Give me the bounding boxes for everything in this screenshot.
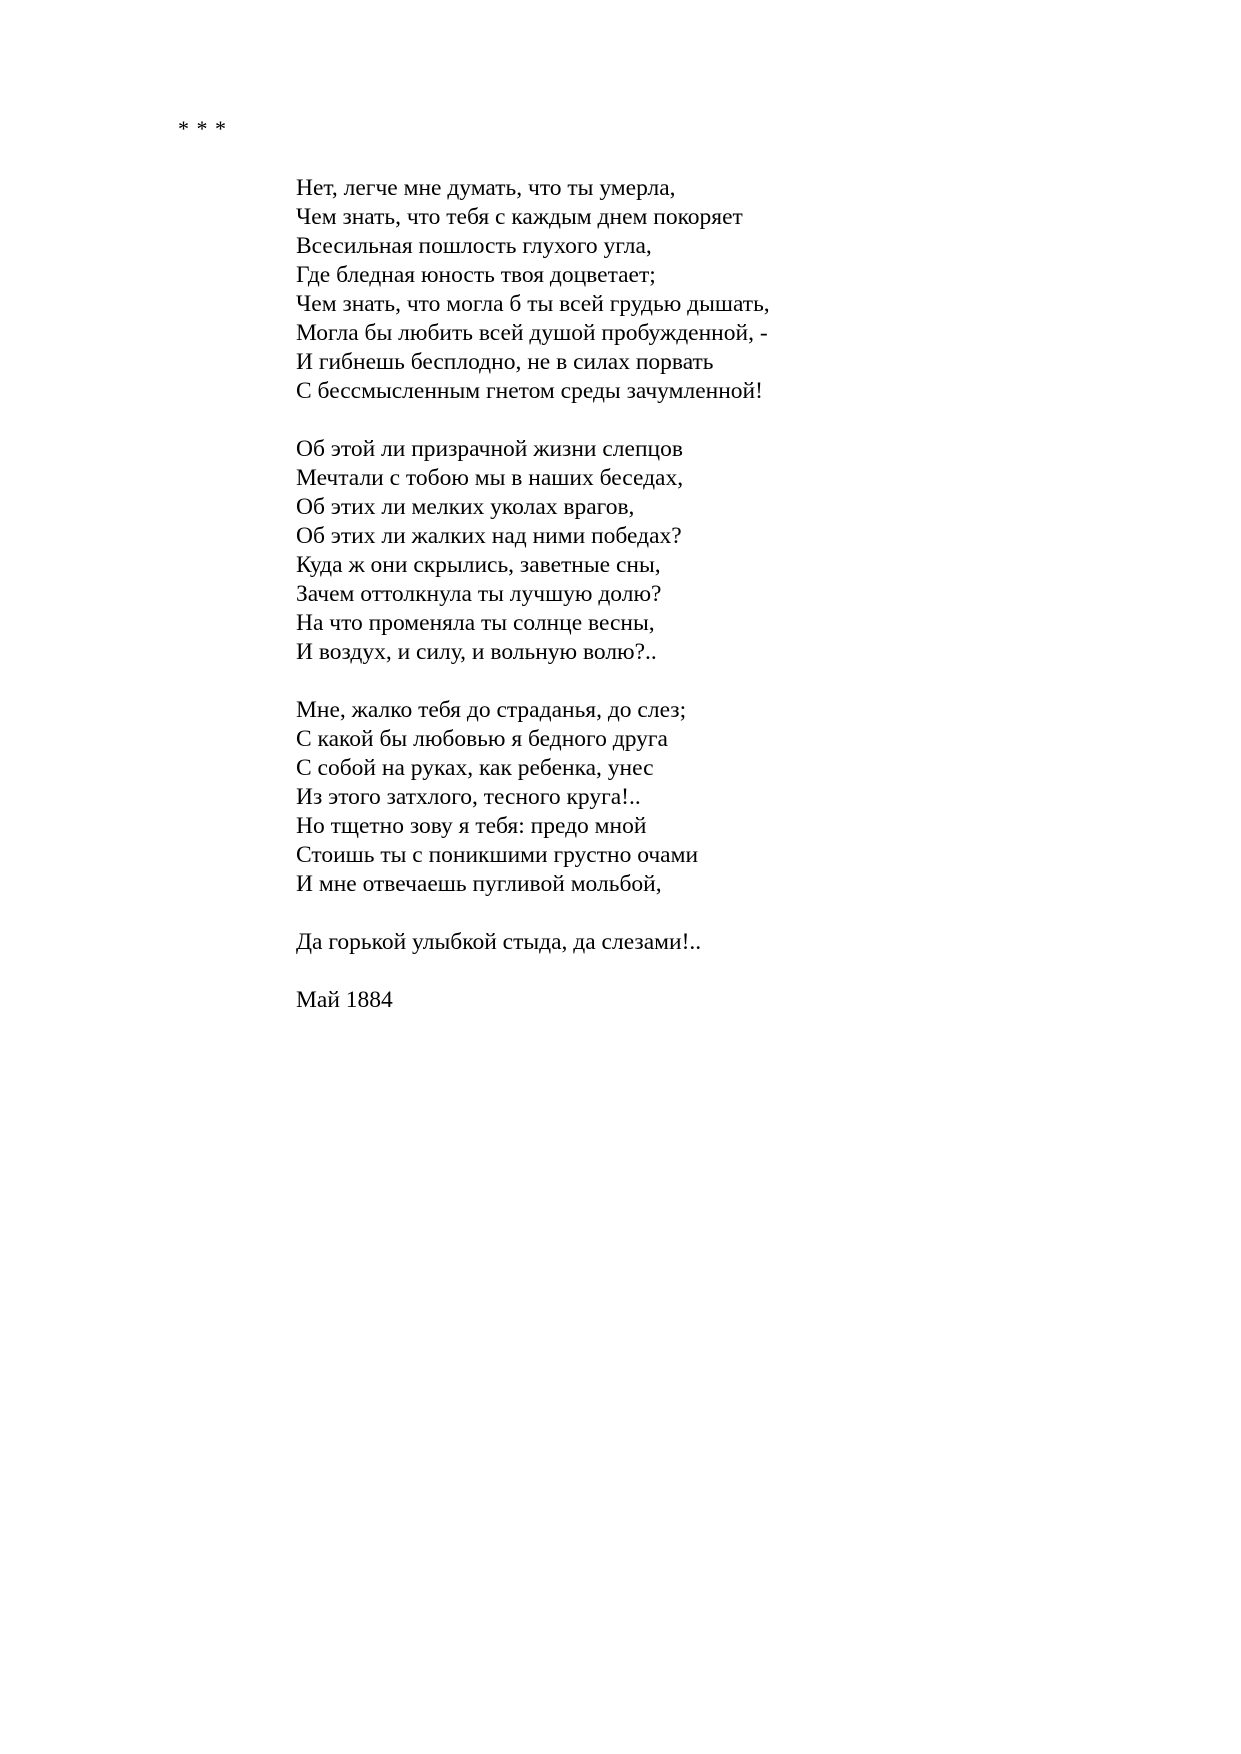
poem-line: Нет, легче мне думать, что ты умерла,: [296, 175, 676, 201]
poem-line: Зачем оттолкнула ты лучшую долю?: [296, 581, 662, 607]
poem-line: С бессмысленным гнетом среды зачумленной!: [296, 378, 763, 404]
poem-line: На что променяла ты солнце весны,: [296, 610, 655, 636]
stanza-3: [296, 696, 1096, 899]
poem-line: С какой бы любовью я бедного друга: [296, 726, 668, 752]
poem-body: [296, 174, 1096, 1015]
poem-line: Об этих ли мелких уколах врагов,: [296, 494, 635, 520]
poem-line: Мне, жалко тебя до страданья, до слез;: [296, 697, 687, 723]
poem-line: Могла бы любить всей душой пробужденной, -: [296, 320, 768, 346]
poem-line: Из этого затхлого, тесного круга!..: [296, 784, 641, 810]
poem-line: И воздух, и силу, и вольную волю?..: [296, 639, 657, 665]
poem-line: Где бледная юность твоя доцветает;: [296, 262, 656, 288]
poem-line: И мне отвечаешь пугливой мольбой,: [296, 871, 662, 897]
stanza-2: [296, 435, 1096, 667]
poem-line: Стоишь ты с поникшими грустно очами: [296, 842, 699, 868]
poem-line: Куда ж они скрылись, заветные сны,: [296, 552, 661, 578]
poem-line: Да горькой улыбкой стыда, да слезами!..: [296, 929, 702, 955]
poem-line: Об этих ли жалких над ними победах?: [296, 523, 682, 549]
section-asterisks: * * *: [178, 116, 227, 141]
poem-line: И гибнешь бесплодно, не в силах порвать: [296, 349, 714, 375]
stanza-1: [296, 174, 1096, 406]
stanza-4: [296, 928, 1096, 957]
poem-line: Чем знать, что тебя с каждым днем покоряет: [296, 204, 743, 230]
poem-line: Всесильная пошлость глухого угла,: [296, 233, 652, 259]
poem-line: Об этой ли призрачной жизни слепцов: [296, 436, 683, 462]
poem-line: С собой на руках, как ребенка, унес: [296, 755, 654, 781]
poem-date: Май 1884: [296, 987, 393, 1013]
poem-line: Но тщетно зову я тебя: предо мной: [296, 813, 647, 839]
poem-line: Мечтали с тобою мы в наших беседах,: [296, 465, 684, 491]
poem-line: Чем знать, что могла б ты всей грудью дышать,: [296, 291, 770, 317]
